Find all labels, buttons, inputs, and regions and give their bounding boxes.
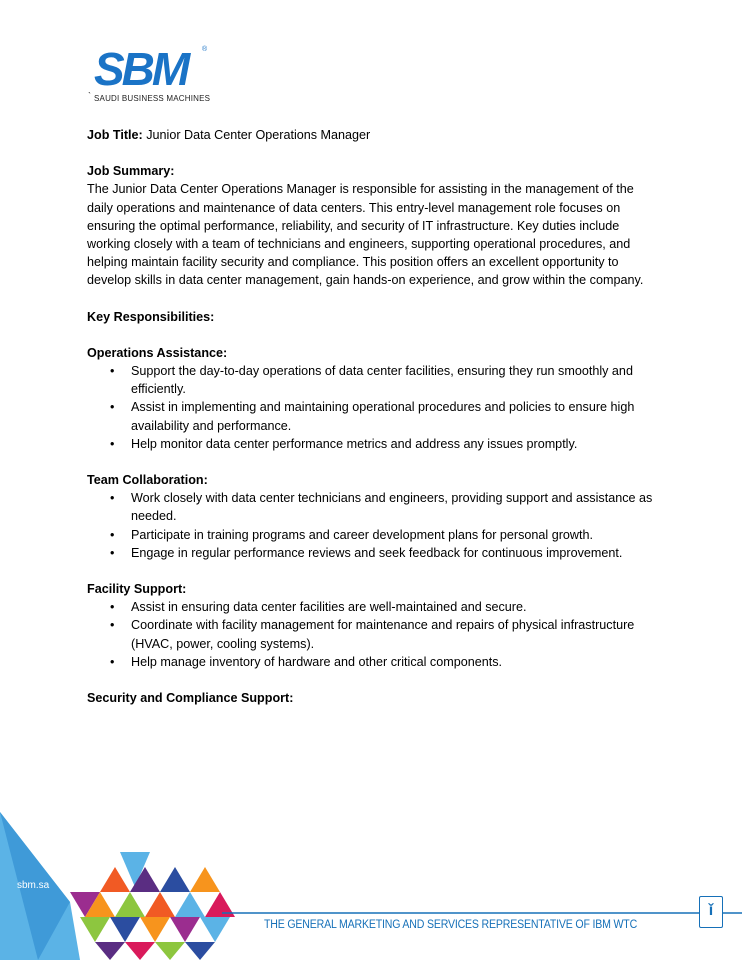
list-item: • Coordinate with facility management for maintenance and repairs of physical infrastructure (HVAC, power, cooling systems). [87,616,657,652]
footer-triangle [190,867,220,892]
footer-triangle [80,917,110,942]
footer-triangle [115,892,145,917]
section-heading: Team Collaboration: [87,473,208,488]
page-footer [0,812,742,960]
footer-triangle [175,892,205,917]
footer-triangle [170,917,200,942]
sbm-logo [86,44,216,106]
job-description [87,126,657,707]
list-item: • Work closely with data center technicians and engineers, providing support and assistance as needed. [87,489,657,525]
footer-triangle [185,942,215,960]
footer-triangle [145,892,175,917]
footer-triangle [140,917,170,942]
responsibilities-heading: Key Responsibilities: [87,309,215,324]
summary-text: The Junior Data Center Operations Manager is responsible for assisting in the management of the daily operations and maintenance of data centers. This entry-level management role focuses on ensuring the optimal performance, reliability, and security of IT infrastructure. Key duties include working closely with a team of technicians and engineers, supporting operational procedures, and helping maintain facility security and compliance. This position offers an excellent opportunity to develop skills in data center management, gain hands-on experience, and grow within the company. [87,182,644,288]
footer-tagline: THE GENERAL MARKETING AND SERVICES REPRESENTATIVE OF IBM WTC [264,919,638,931]
job-title-value: Junior Data Center Operations Manager [142,128,371,142]
collaboration-list [87,489,657,562]
registered-mark: ® [202,46,208,53]
site-label: sbm.sa [17,880,50,891]
section-heading: Security and Compliance Support: [87,691,294,706]
list-item: • Participate in training programs and career development plans for personal growth. [87,526,657,544]
footer-triangle [155,942,185,960]
logo-subtitle: SAUDI BUSINESS MACHINES [94,94,211,103]
list-item: • Assist in ensuring data center facilities are well-maintained and secure. [87,598,657,616]
logo-tick: ` [88,91,91,101]
section-heading: Facility Support: [87,582,187,597]
footer-triangle [160,867,190,892]
job-title-label: Job Title: [87,128,143,142]
logo-mark: SBM [94,43,188,95]
list-item: • Help manage inventory of hardware and other critical components. [87,653,657,671]
footer-triangle [110,917,140,942]
facility-list [87,598,657,671]
operations-list [87,362,657,453]
list-item: • Support the day-to-day operations of data center facilities, ensuring they run smoothly and efficiently. [87,362,657,398]
footer-graphic [0,812,742,960]
job-title-line [87,126,657,144]
footer-triangle [125,942,155,960]
section-heading: Operations Assistance: [87,345,228,360]
footer-triangle [95,942,125,960]
footer-triangle [200,917,230,942]
list-item: • Help monitor data center performance metrics and address any issues promptly. [87,435,657,453]
ibm-wtc-emblem-icon: ǐ [699,896,723,928]
list-item: • Assist in implementing and maintaining operational procedures and policies to ensure high availability and performance. [87,398,657,434]
footer-triangle [100,867,130,892]
list-item: • Engage in regular performance reviews and seek feedback for continuous improvement. [87,544,657,562]
summary-heading: Job Summary: [87,164,175,179]
